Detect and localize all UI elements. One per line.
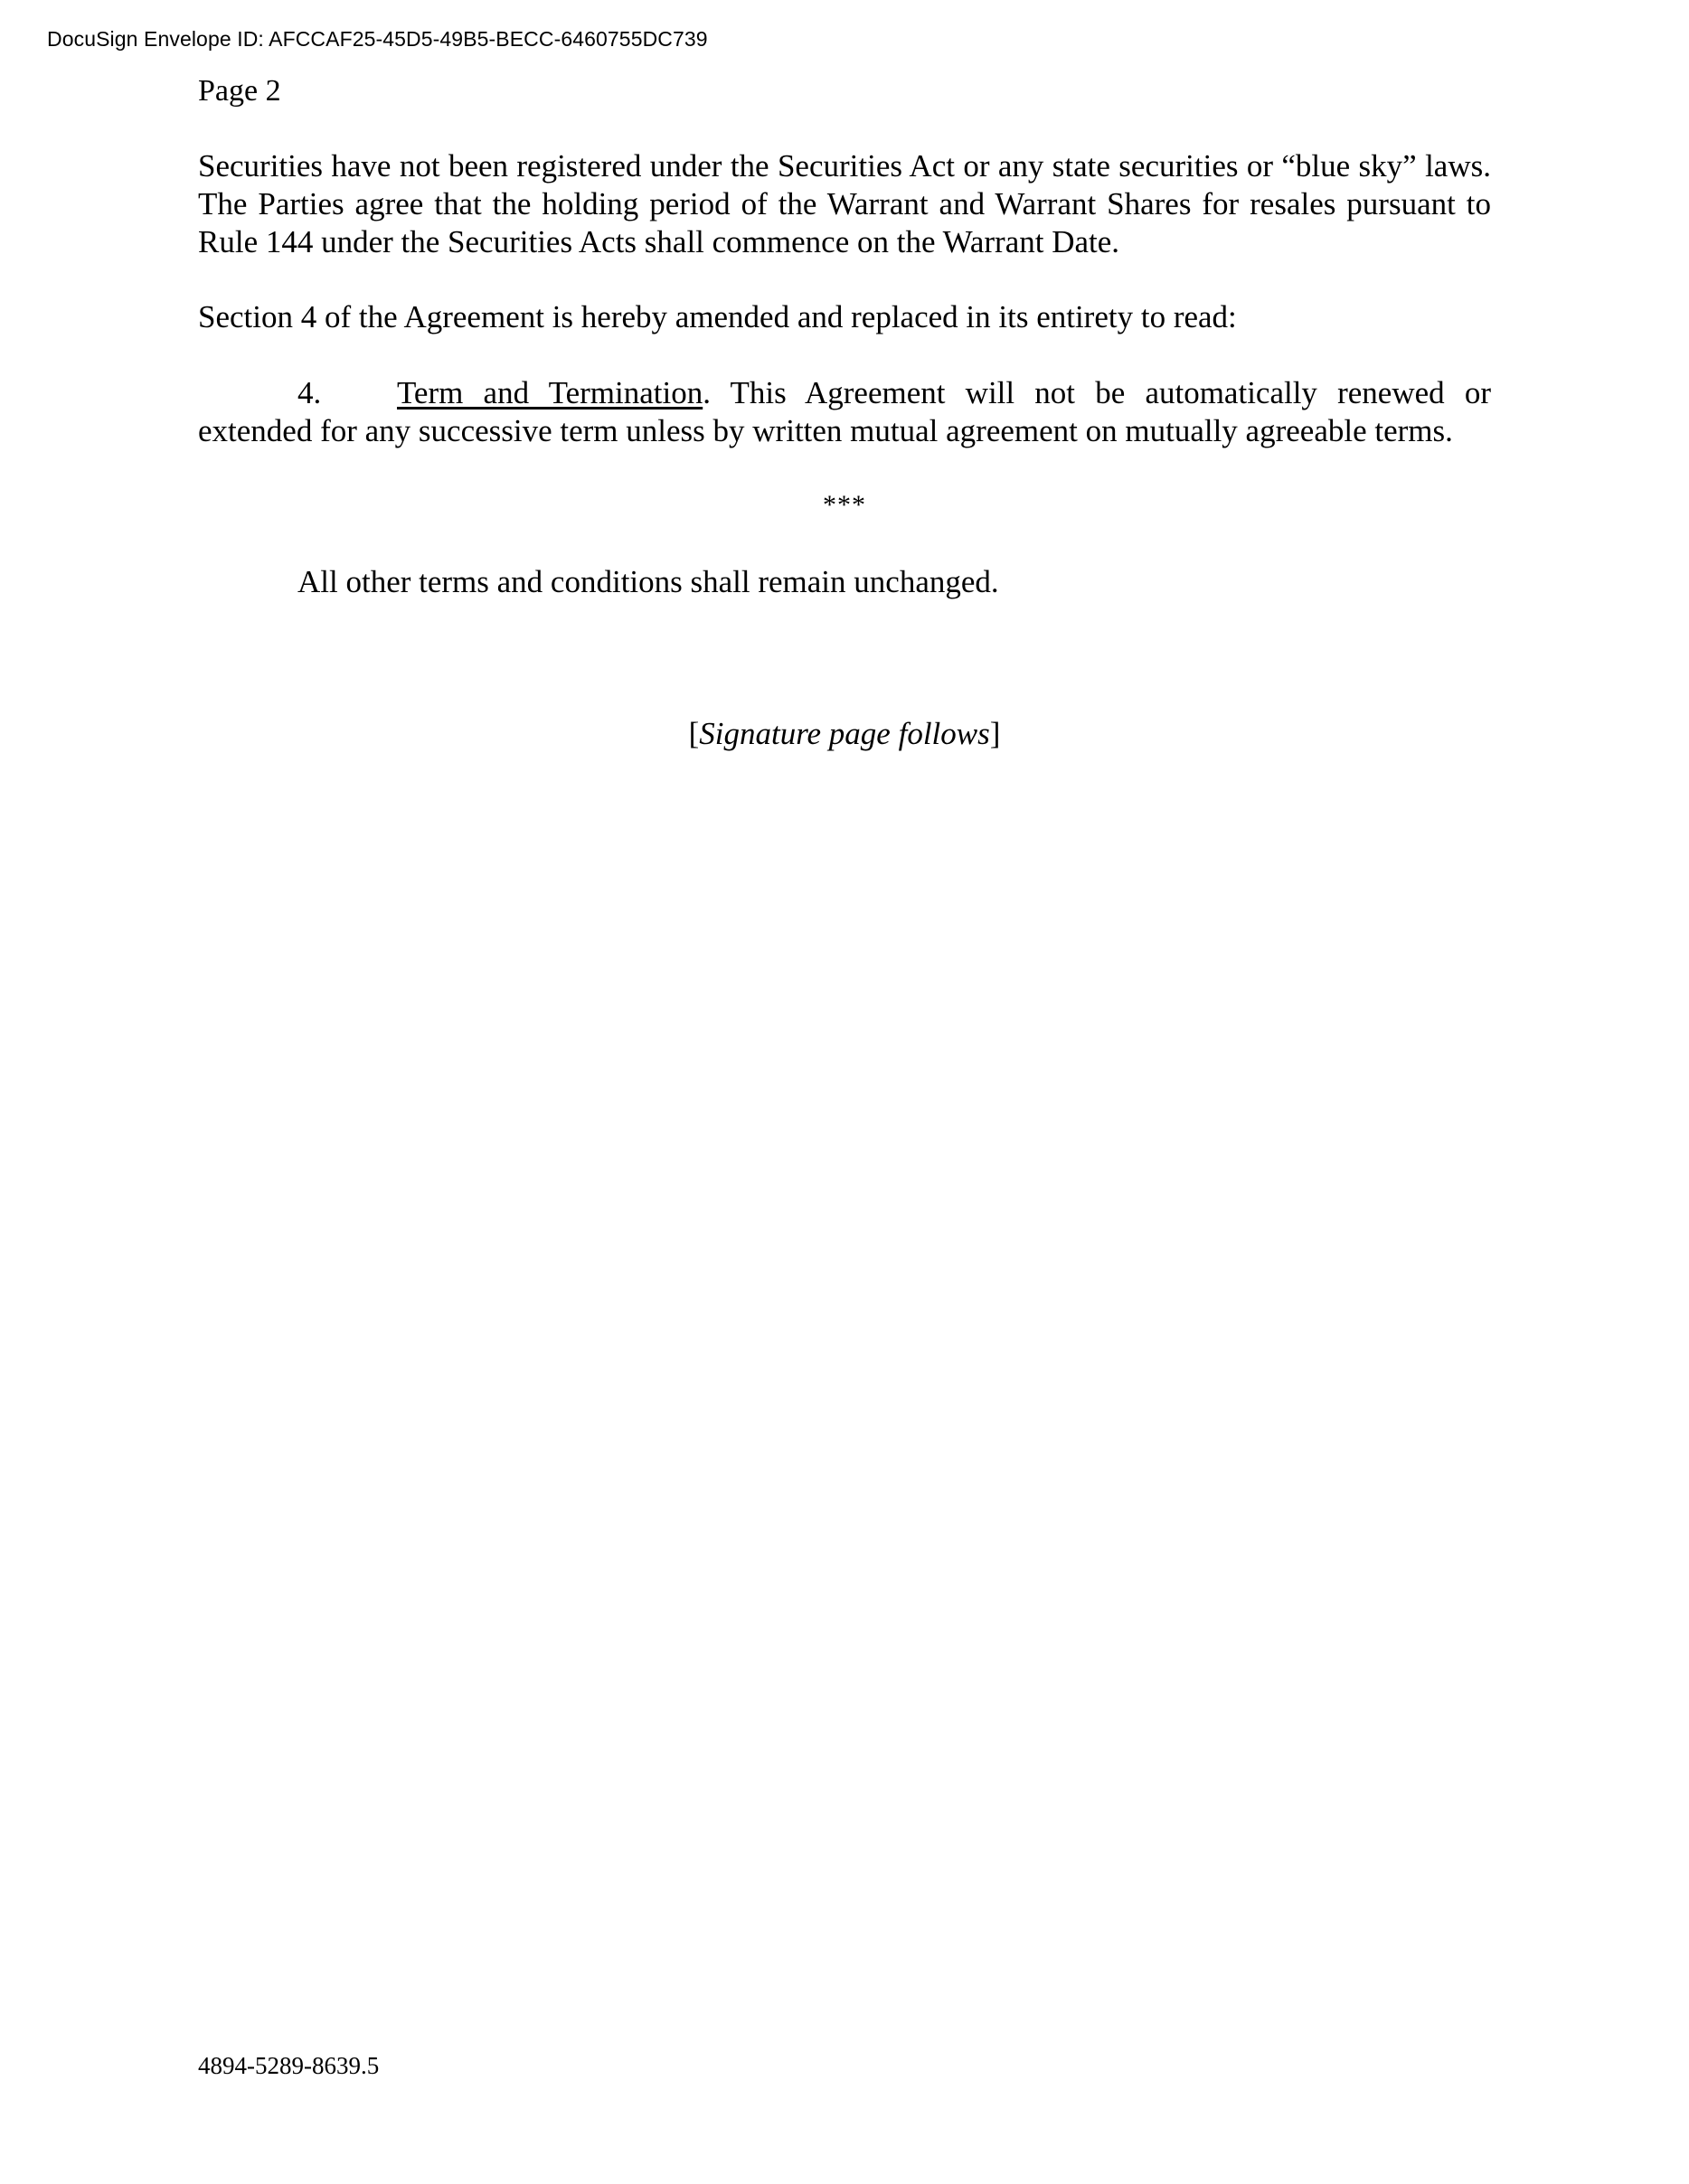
docusign-envelope-id: DocuSign Envelope ID: AFCCAF25-45D5-49B5-BECC-6460755DC739: [47, 27, 708, 51]
section-body: . This Agreement will not be automatically renewed or extended for any successive term unless by written mutual agreement on mutually agreeable terms.: [198, 375, 1492, 448]
signature-note-text: Signature page follows: [699, 716, 990, 751]
open-bracket: [: [688, 716, 700, 751]
signature-page-follows: [198, 716, 1491, 752]
close-bracket: ]: [989, 716, 1001, 751]
page-label: Page 2: [198, 74, 281, 108]
section-number: 4.: [297, 375, 322, 410]
closing-statement: All other terms and conditions shall remain unchanged.: [297, 564, 999, 599]
section-4-term-and-termination: [198, 374, 1491, 450]
section-heading: Term and Termination: [397, 375, 703, 410]
paragraph-securities: Securities have not been registered under the Securities Act or any state securities or “blue sky” laws. The Parties agree that the holding period of the Warrant and Warrant Shares for resales pursuant to Rule 144 under the Securities Acts shall commence on the Warrant Date.: [198, 148, 1491, 259]
document-number: 4894-5289-8639.5: [198, 2052, 380, 2079]
paragraph-section-4-intro: Section 4 of the Agreement is hereby amended and replaced in its entirety to read:: [198, 299, 1237, 334]
separator-asterisks: ***: [823, 490, 866, 520]
